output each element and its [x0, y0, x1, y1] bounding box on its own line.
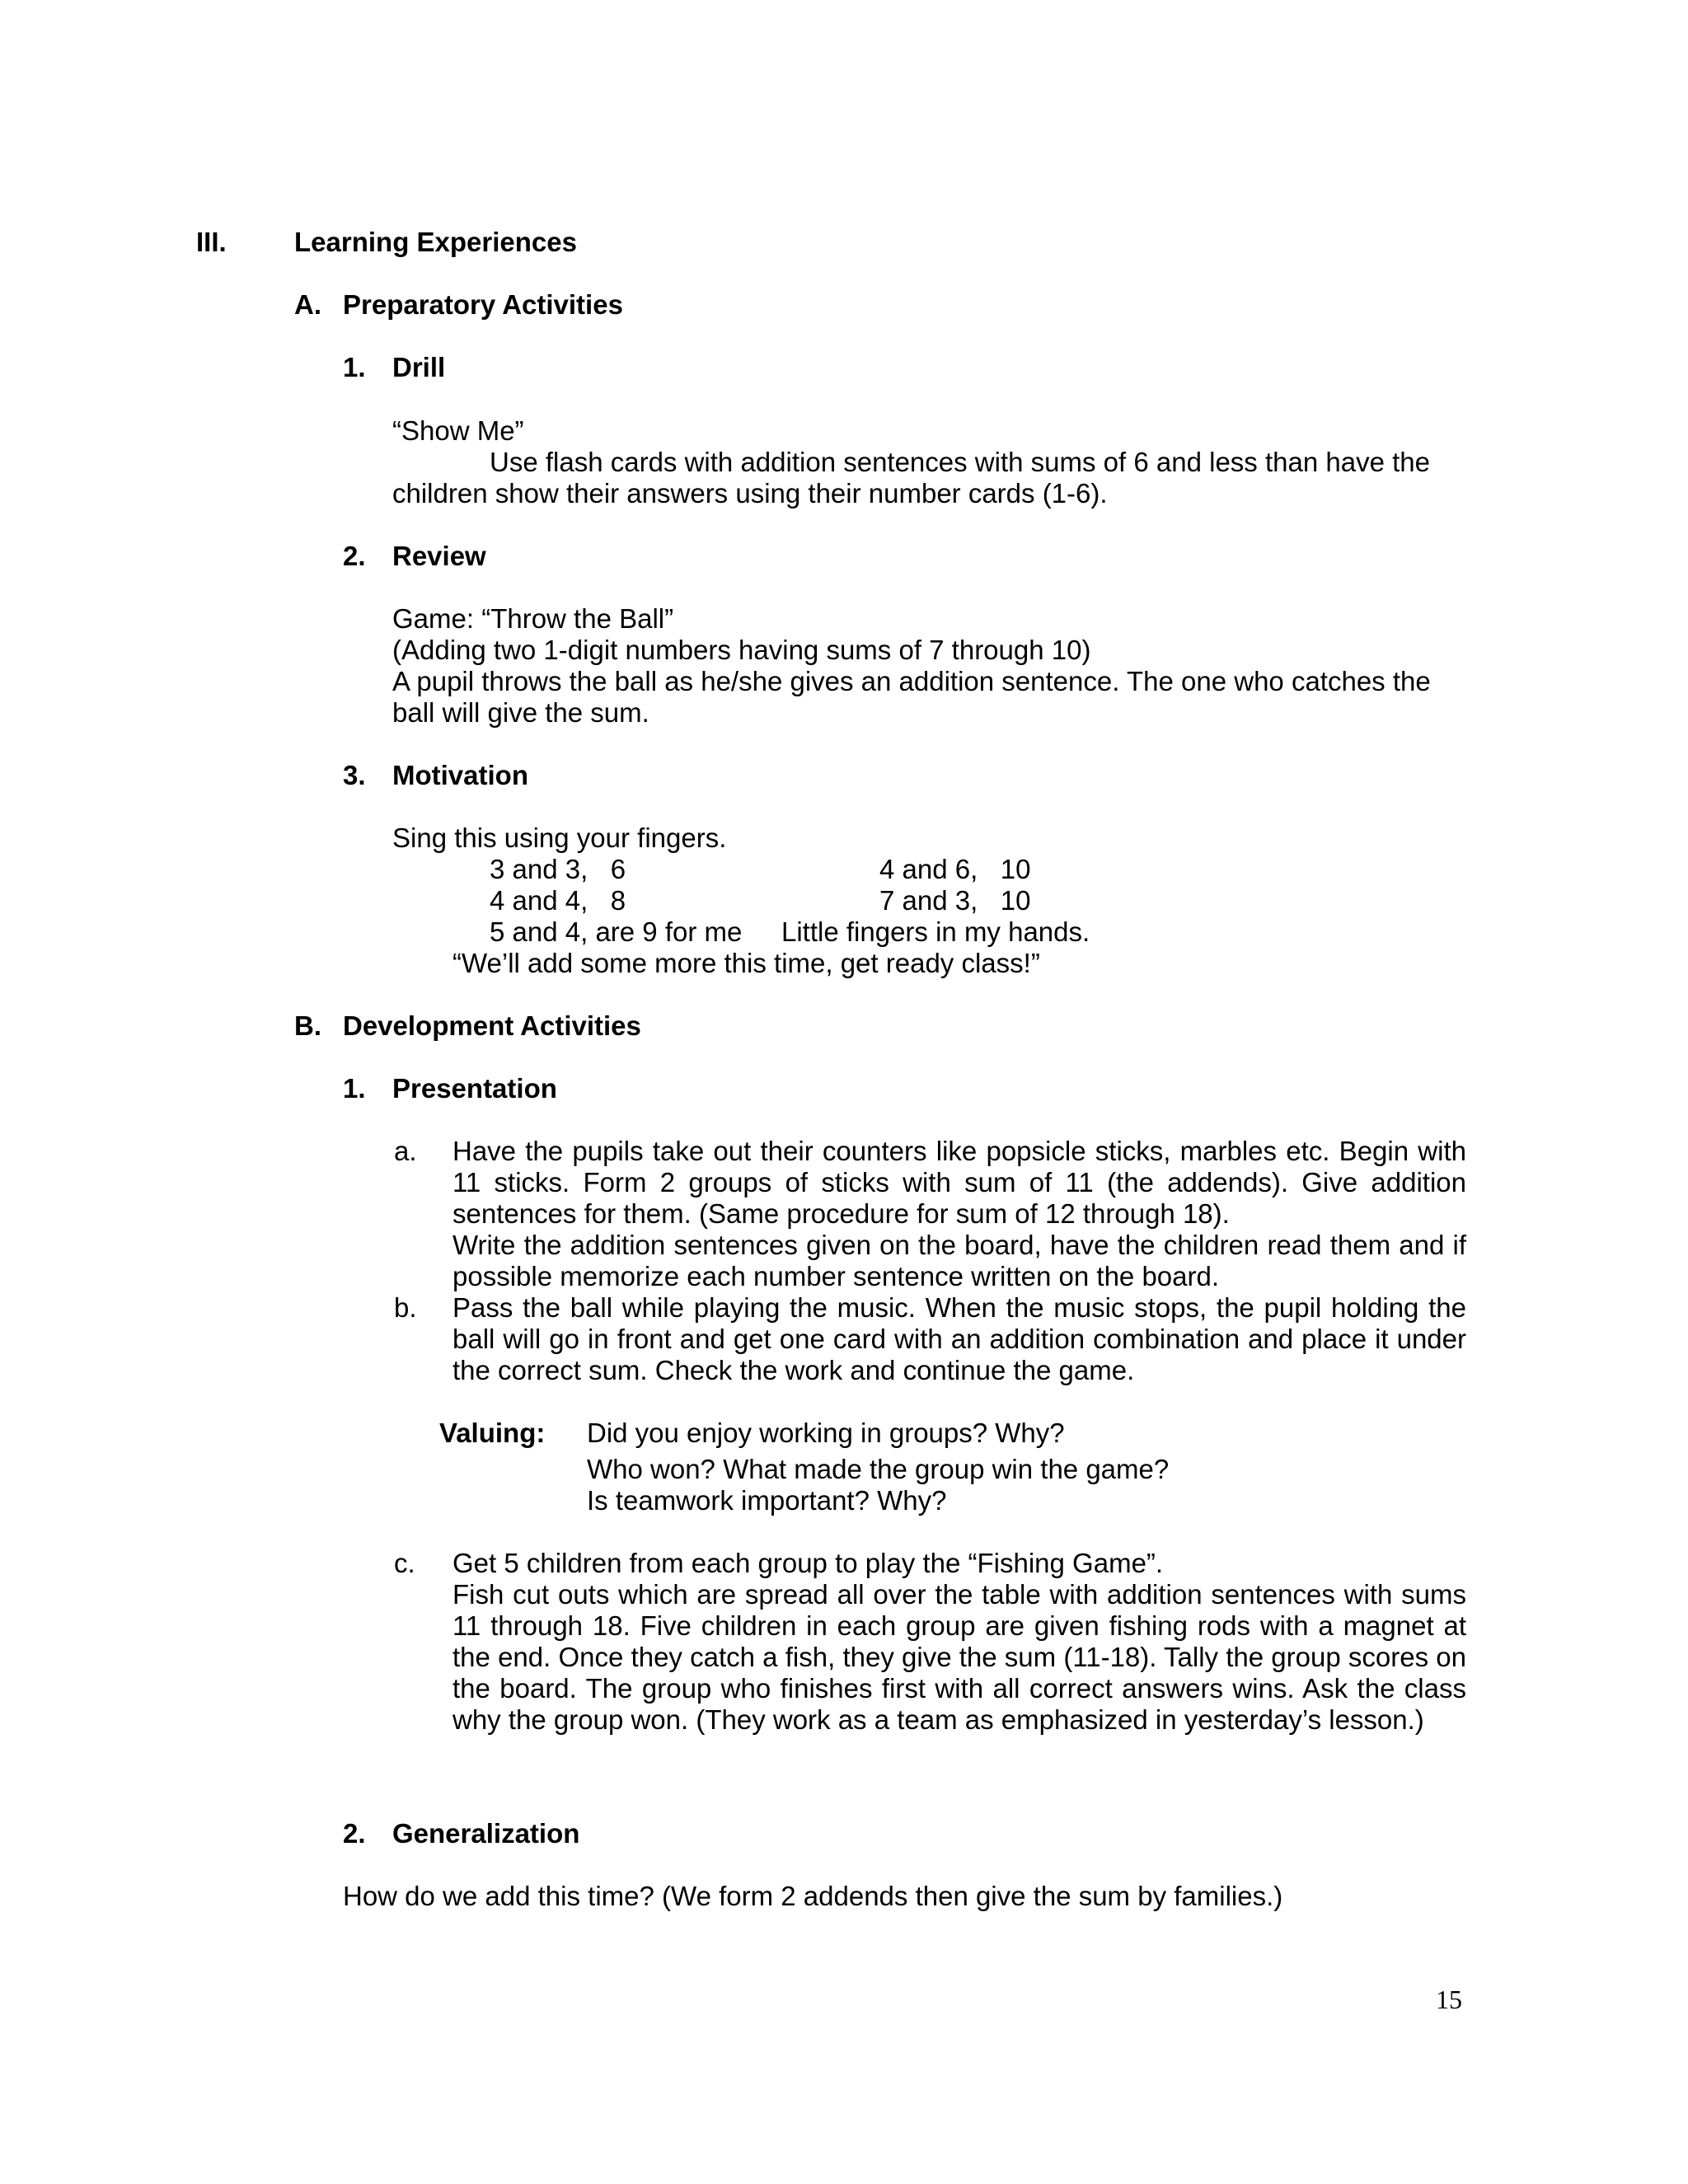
song-left-line1: 3 and 3, 6 [490, 854, 626, 884]
valuing-question2: Who won? What made the group win the game? [587, 1454, 1170, 1484]
presentation-heading: Presentation [392, 1073, 557, 1104]
generalization-number: 2. [343, 1818, 366, 1849]
item-b-letter: b. [394, 1292, 417, 1323]
item-c-letter: c. [394, 1548, 415, 1578]
item-a-letter: a. [394, 1136, 417, 1166]
generalization-text: How do we add this time? (We form 2 addends then give the sum by families.) [343, 1881, 1283, 1911]
part-a-label: A. [294, 289, 321, 320]
drill-text-line2: children show their answers using their number cards (1-6). [392, 478, 1108, 509]
song-right-line2: 7 and 3, 10 [879, 885, 1031, 916]
presentation-number: 1. [343, 1073, 366, 1104]
song-right-line1: 4 and 6, 10 [879, 854, 1031, 884]
motivation-heading: Motivation [392, 760, 528, 790]
song-left-line2: 4 and 4, 8 [490, 885, 626, 916]
part-b-title: Development Activities [343, 1010, 641, 1041]
part-b-label: B. [294, 1010, 321, 1041]
valuing-question1: Did you enjoy working in groups? Why? [587, 1418, 1065, 1448]
section-title: Learning Experiences [294, 227, 577, 257]
drill-text-line1: Use flash cards with addition sentences with sums of 6 and less than have the [490, 447, 1430, 477]
review-number: 2. [343, 541, 366, 571]
song-left-line3: 5 and 4, are 9 for me [490, 916, 743, 947]
item-c-paragraph: Fish cut outs which are spread all over the table with addition sentences with sums 11 through 18. Five children in each group are given fishing rods with a magnet at the end. Once they catch a fish, they give the sum (11-18). Tally the group scores on the board. The group who finishes first with all correct answers wins. Ask the class why the group won. (They work as a team as emphasized in yesterday’s lesson.) [452, 1579, 1466, 1735]
review-text-line1: Game: “Throw the Ball” [392, 603, 674, 634]
drill-game-name: “Show Me” [392, 415, 524, 446]
song-closing: “We’ll add some more this time, get ready class!” [452, 948, 1040, 978]
drill-heading: Drill [392, 352, 446, 382]
item-b-paragraph: Pass the ball while playing the music. When the music stops, the pupil holding the ball will go in front and get one card with an addition combination and place it under the correct sum. Check the work and continue the game. [452, 1292, 1466, 1385]
song-right-line3: Little fingers in my hands. [781, 916, 1090, 947]
review-text-line3: A pupil throws the ball as he/she gives an addition sentence. The one who catches the [392, 666, 1431, 696]
item-a-paragraph1: Have the pupils take out their counters like popsicle sticks, marbles etc. Begin with 11 sticks. Form 2 groups of sticks with sum of 11 (the addends). Give addition sentences for them. (Same procedure for sum of 12 through 18). [452, 1136, 1466, 1229]
section-numeral: III. [196, 227, 227, 257]
motivation-number: 3. [343, 760, 366, 790]
review-text-line2: (Adding two 1-digit numbers having sums of 7 through 10) [392, 635, 1091, 665]
valuing-question3: Is teamwork important? Why? [587, 1485, 947, 1516]
generalization-heading: Generalization [392, 1818, 580, 1849]
valuing-label: Valuing: [439, 1418, 546, 1448]
item-c-line1: Get 5 children from each group to play the “Fishing Game”. [452, 1548, 1164, 1578]
review-text-line4: ball will give the sum. [392, 697, 649, 728]
motivation-intro: Sing this using your fingers. [392, 823, 727, 853]
review-heading: Review [392, 541, 486, 571]
part-a-title: Preparatory Activities [343, 289, 623, 320]
page-number: 15 [1436, 1985, 1462, 2014]
drill-number: 1. [343, 352, 366, 382]
item-a-paragraph2: Write the addition sentences given on the board, have the children read them and if possible memorize each number sentence written on the board. [452, 1230, 1466, 1291]
